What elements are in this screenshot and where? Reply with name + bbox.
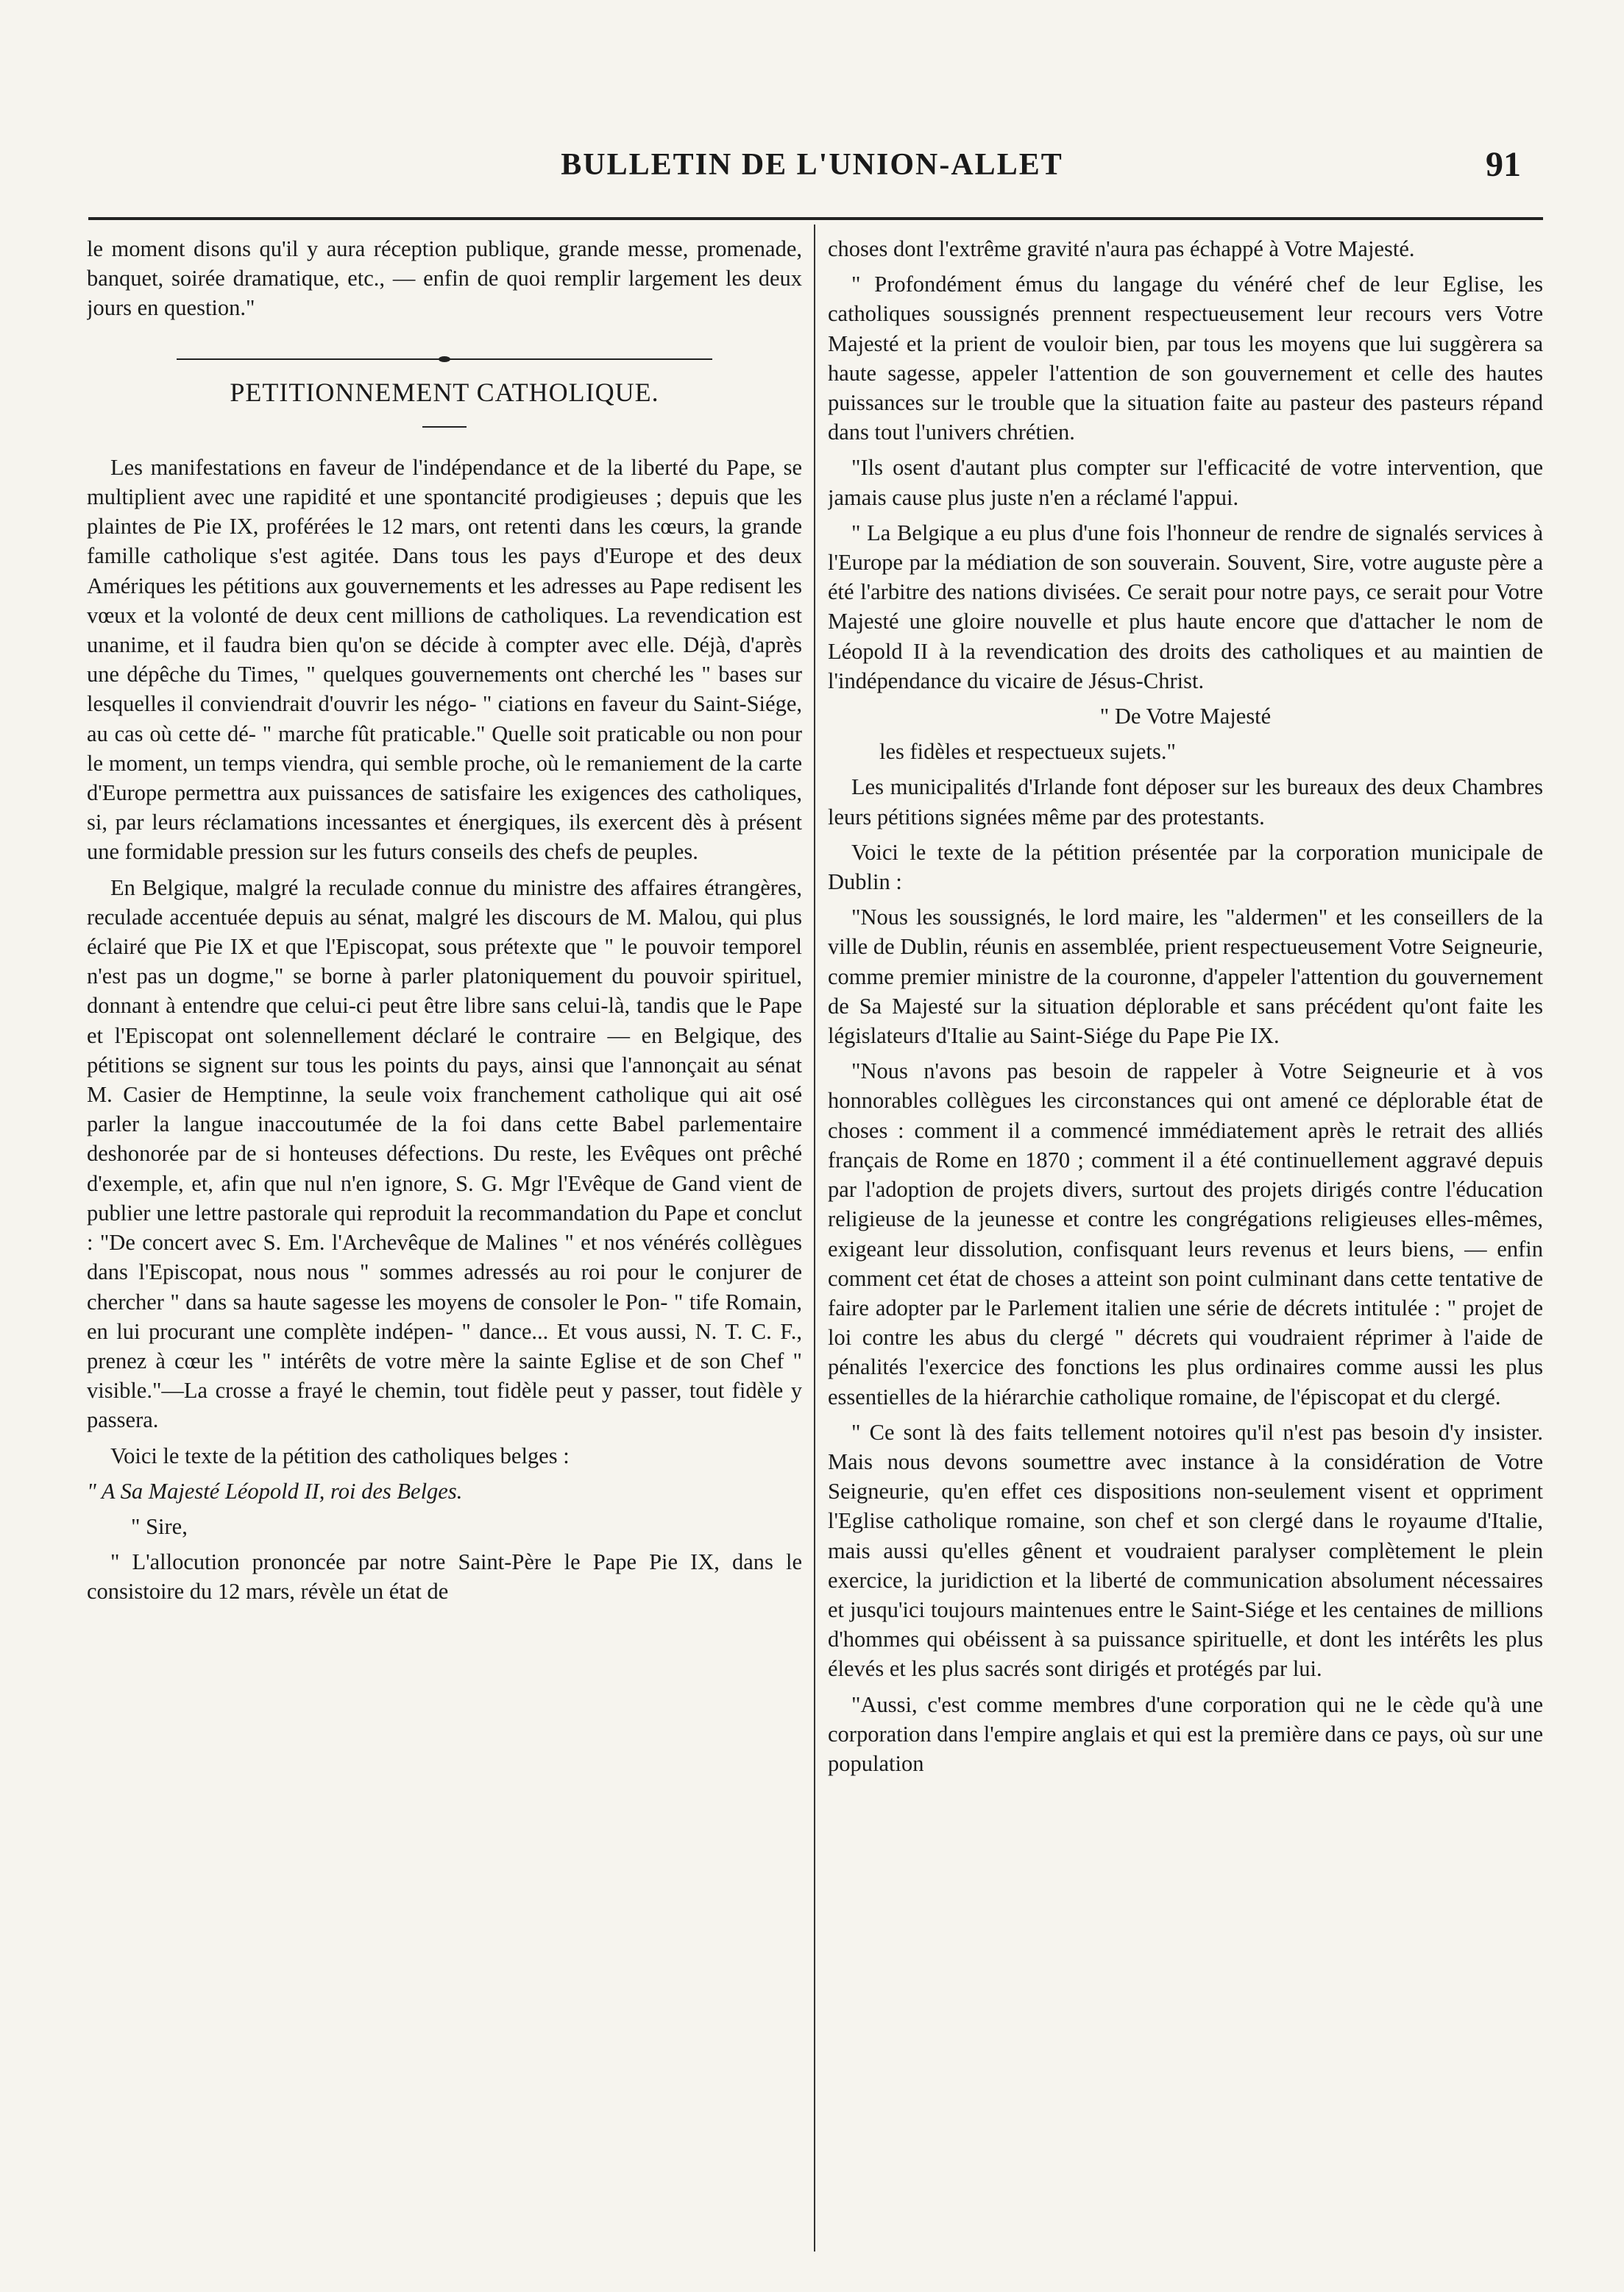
section-short-rule bbox=[422, 426, 467, 428]
right-paragraph-9: " Ce sont là des faits tellement notoires qu'il n'est pas besoin d'y insister. Mais nous devons soumettre avec instance à la considération de Votre Seigneurie, qu'en effet ces dispositions non-seulement visent et oppriment l'Eglise catholique romaine, son chef et son clergé dans le royaume d'Italie, mais aussi qu'elles gênent et voudraient paralyser complètement le plein exercice, la juridiction et la liberté de communication absolument nécessaires et jusqu'ici toujours maintenues entre le Saint-Siége et les centaines de millions d'hommes qui obéissent à sa puissance spirituelle, et dont les intérêts les plus élevés et les plus sacrés sont dirigés et protégés par lui. bbox=[828, 1419, 1543, 1682]
right-paragraph-4: " La Belgique a eu plus d'une fois l'honneur de rendre de signalés services à l'Europe par la médiation de son souverain. Souvent, Sire, votre auguste père a été l'arbitre des nations divisées. Ce serait pour notre pays, ce serait pour Votre Majesté une gloire nouvelle et plus haute encore que d'attacher le nom de Léopold II à la revendication des droits des catholiques et au maintien de l'indépendance du vicaire de Jésus-Christ. bbox=[828, 520, 1543, 693]
right-paragraph-6: Voici le texte de la pétition présentée par la corporation municipale de Dublin : bbox=[828, 839, 1543, 895]
petition-signature-line-1: " De Votre Majesté bbox=[1099, 704, 1272, 729]
left-paragraph-3: Voici le texte de la pétition des catholiques belges : bbox=[110, 1443, 570, 1468]
petition-address: " A Sa Majesté Léopold II, roi des Belges. bbox=[87, 1478, 463, 1504]
left-paragraph-1: Les manifestations en faveur de l'indépendance et de la liberté du Pape, se multiplient avec une rapidité et une spontancité prodigieuses ; depuis que les plaintes de Pie IX, proférées le 12 mars, ont retenti dans les cœurs, la grande famille catholique s'est agitée. Dans tous les pays d'Europe et des deux Amériques les pétitions aux gouvernements et les adresses au Pape redisent les vœux et la volonté de deux cent millions de catholiques. La revendication est unanime, et il faudra bien qu'on se décide à compter avec elle. Déjà, d'après une dépêche du Times, " quelques gouvernements ont cherché les " bases sur lesquelles il conviendrait d'ouvrir les négo- " ciations en faveur du Saint-Siége, au cas où cette dé- " marche fût praticable." Quelle soit praticable ou non pour le moment, un temps viendra, qui semble proche, où le remaniement de la carte d'Europe permettra aux puissances de satisfaire les exigences des catholiques, si, par leurs réclamations incessantes et énergiques, ils exercent dès à présent une formidable pression sur les futurs conseils des chefs de peuples. bbox=[87, 454, 802, 865]
column-divider bbox=[814, 224, 815, 2252]
right-paragraph-7: "Nous les soussignés, le lord maire, les "aldermen" et les conseillers de la ville de Dublin, réunis en assemblée, prient respectueusement Votre Seigneurie, comme premier ministre de la couronne, d'appeler l'attention du gouvernement de Sa Majesté sur la situation déplorable et sans précédent qu'ont faite les législateurs d'Italie au Saint-Siége du Pape Pie IX. bbox=[828, 905, 1543, 1049]
right-paragraph-3: "Ils osent d'autant plus compter sur l'efficacité de votre intervention, que jamais cause plus juste n'en a réclamé l'appui. bbox=[828, 455, 1543, 510]
section-title: PETITIONNEMENT CATHOLIQUE. bbox=[230, 377, 659, 407]
right-paragraph-2: " Profondément émus du langage du vénéré chef de leur Eglise, les catholiques soussignés prennent respectueusement leur recours vers Votre Majesté et la prient de vouloir bien, par tous les moyens que lui suggèrera sa haute sagesse, appeler l'attention de son gouvernement et celle des hautes puissances sur le trouble que la situation faite au pasteur des pasteurs répand dans tout l'univers chrétien. bbox=[828, 272, 1543, 445]
petition-signature-line-2: les fidèles et respectueux sujets." bbox=[879, 739, 1176, 765]
left-paragraph-2: En Belgique, malgré la reculade connue du ministre des affaires étrangères, reculade accentuée depuis au sénat, malgré les discours de M. Malou, qui plus éclairé que Pie IX et que l'Episcopat, sous prétexte que " le pouvoir temporel n'est pas un dogme," se borne à parler platoniquement du pouvoir spirituel, donnant à entendre que celui-ci peut être libre sans celui-là, tandis que le Pape et l'Episcopat ont solennellement déclaré le contraire — en Belgique, des pétitions se signent sur tous les points du pays, ainsi que l'annonçait au sénat M. Casier de Hemptinne, la seule voix franchement catholique qui ait osé parler la langue inaccoutumée de la foi dans cette Babel parlementaire deshonorée par de si honteuses défections. Du reste, les Evêques ont prêché d'exemple, et, afin que nul n'en ignore, S. G. Mgr l'Evêque de Gand vient de publier une lettre pastorale qui reproduit la recommandation du Pape et conclut : "De concert avec S. Em. l'Archevêque de Malines " et nos vénérés collègues dans l'Episcopat, nous nous " sommes adressés au roi pour le conjurer de chercher " dans sa haute sagesse les moyens de consoler le Pon- " tife Romain, en lui procurant une complète indépen- " dance... Et vous aussi, N. T. C. F., prenez à cœur les " intérêts de votre mère la sainte Eglise et de son Chef " visible."—La crosse a frayé le chemin, tout fidèle peut y passer, tout fidèle y passera. bbox=[87, 874, 802, 1433]
section-ornament bbox=[87, 342, 802, 357]
ornament-line-right bbox=[447, 358, 712, 360]
page-number: 91 bbox=[1486, 145, 1521, 184]
left-intro-paragraph: le moment disons qu'il y aura réception publique, grande messe, promenade, banquet, soirée dramatique, etc., — enfin de quoi remplir largement les deux jours en question." bbox=[87, 236, 802, 321]
page-header bbox=[88, 147, 1536, 199]
right-paragraph-10: "Aussi, c'est comme membres d'une corporation qui ne le cède qu'à une corporation dans l'empire anglais et qui est la première dans ce pays, où sur une population bbox=[828, 1691, 1543, 1776]
right-paragraph-8: "Nous n'avons pas besoin de rappeler à Votre Seigneurie et à vos honnorables collègues les circonstances qui ont amené ce déplorable état de choses : comment il a commencé immédiatement après le retrait des alliés français de Rome en 1870 ; comment il a été continuellement aggravé depuis par l'adoption de projets divers, surtout des projets dirigés contre l'éducation religieuse de la jeunesse et contre les congrégations religieuses elles-mêmes, exigeant leur dissolution, confisquant leurs revenus et leurs biens, — enfin comment cet état de choses a atteint son point culminant dans cette tentative de faire adopter par le Parlement italien une série de décrets intitulée : " projet de loi contre les abus du clergé " décrets qui voudraient réprimer à l'aide de pénalités l'exercice des fonctions les plus ordinaires comme aussi les plus essentielles de la hiérarchie catholique romaine, de l'épiscopat et du clergé. bbox=[828, 1058, 1543, 1409]
left-paragraph-4: " L'allocution prononcée par notre Saint-Père le Pape Pie IX, dans le consistoire du 12 mars, révèle un état de bbox=[87, 1549, 802, 1605]
running-title: BULLETIN DE L'UNION-ALLET bbox=[561, 148, 1063, 182]
ornament-line-left bbox=[177, 358, 442, 360]
right-paragraph-5: Les municipalités d'Irlande font déposer sur les bureaux des deux Chambres leurs pétitions signées même par des protestants. bbox=[828, 774, 1543, 830]
right-paragraph-1: choses dont l'extrême gravité n'aura pas échappé à Votre Majesté. bbox=[828, 236, 1415, 261]
right-column bbox=[828, 234, 1543, 2248]
petition-salutation: " Sire, bbox=[131, 1513, 188, 1539]
left-column bbox=[87, 234, 802, 2248]
header-rule bbox=[88, 217, 1543, 220]
